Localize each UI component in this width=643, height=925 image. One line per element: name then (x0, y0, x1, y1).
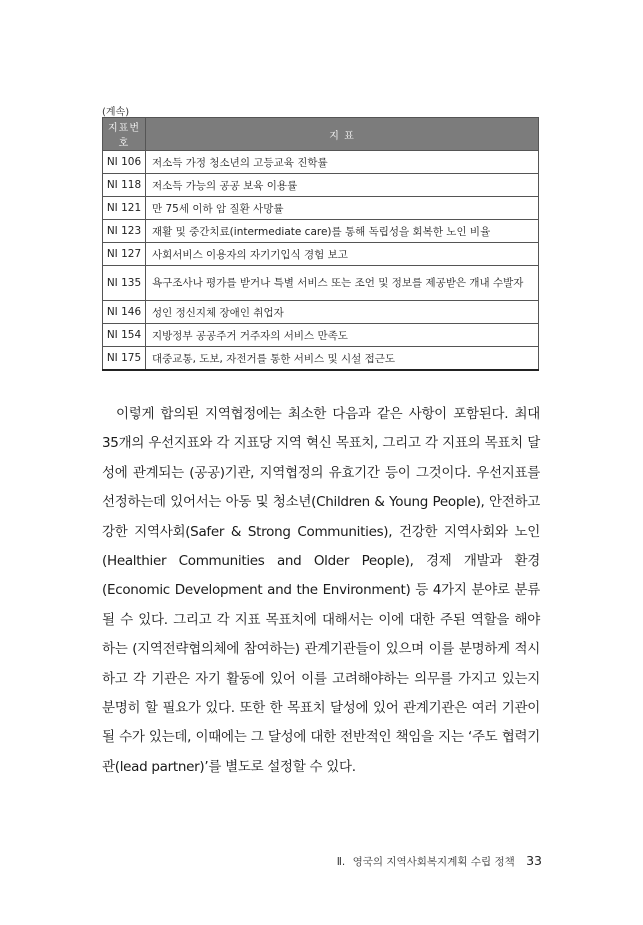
indicator-code: NI 123 (103, 220, 146, 243)
header-code: 지표번호 (103, 118, 146, 151)
indicator-desc: 재활 및 중간치료(intermediate care)를 통해 독립성을 회복한 노인 비율 (146, 220, 539, 243)
body-paragraph: 이렇게 합의된 지역협정에는 최소한 다음과 같은 사항이 포함된다. 최대 35개의 우선지표와 각 지표당 지역 혁신 목표치, 그리고 각 지표의 목표치 달성에 관계되는 (공공)기관, 지역협정의 유효기간 등이 그것이다. 우선지표를 선정하는데 있어서는 아동 및 청소년(Children & Young People), 안전하고 강한 지역사회(Safer & Strong Communities), 건강한 지역사회와 노인(Healthier Communities and Older People), 경제 개발과 환경(Economic Development and the Environment) 등 4가지 분야로 분류될 수 있다. 그리고 각 지표 목표치에 대해서는 이에 대한 주된 역할을 해야 하는 (지역전략협의체에 참여하는) 관계기관들이 있으며 이를 분명하게 적시하고 각 기관은 자기 활동에 있어 이를 고려해야하는 의무를 가지고 있는지 분명히 할 필요가 있다. 또한 한 목표치 달성에 있어 관계기관은 여러 기관이 될 수가 있는데, 이때에는 그 달성에 대한 전반적인 책임을 지는 ‘주도 협력기관(lead partner)’를 별도로 설정할 수 있다. (102, 406, 540, 775)
indicator-desc: 욕구조사나 평가를 받거나 특별 서비스 또는 조언 및 정보를 제공받은 개내 수발자 (146, 266, 539, 301)
table-row (103, 243, 539, 266)
indicator-desc: 사회서비스 이용자의 자기기입식 경험 보고 (146, 243, 539, 266)
indicator-code: NI 175 (103, 347, 146, 371)
table-header-row (103, 118, 539, 151)
indicator-code: NI 121 (103, 197, 146, 220)
page-footer (337, 853, 542, 869)
header-indicator: 지 표 (146, 118, 539, 151)
indicator-code: NI 106 (103, 151, 146, 174)
table-row (103, 174, 539, 197)
indicator-desc: 지방정부 공공주거 거주자의 서비스 만족도 (146, 324, 539, 347)
indicator-desc: 만 75세 이하 암 질환 사망률 (146, 197, 539, 220)
footer-section: Ⅱ. (336, 856, 346, 868)
indicator-code: NI 135 (103, 266, 146, 301)
table-row (103, 151, 539, 174)
indicator-code: NI 154 (103, 324, 146, 347)
indicator-code: NI 127 (103, 243, 146, 266)
table-row (103, 220, 539, 243)
footer-title: 영국의 지역사회복지계획 수립 정책 (352, 856, 515, 868)
table-row (103, 324, 539, 347)
indicator-desc: 저소득 가능의 공공 보육 이용률 (146, 174, 539, 197)
indicator-table (102, 117, 539, 371)
table-row (103, 197, 539, 220)
indicator-desc: 저소득 가정 청소년의 고등교육 진학률 (146, 151, 539, 174)
page-number: 33 (526, 853, 542, 868)
indicator-desc: 대중교통, 도보, 자전거를 통한 서비스 및 시설 접근도 (146, 347, 539, 371)
indicator-code: NI 146 (103, 301, 146, 324)
indicator-code: NI 118 (103, 174, 146, 197)
table-row (103, 266, 539, 301)
table-row (103, 301, 539, 324)
indicator-desc: 성인 정신지체 장애인 취업자 (146, 301, 539, 324)
table-row (103, 347, 539, 371)
continued-label: (계속) (102, 107, 130, 118)
